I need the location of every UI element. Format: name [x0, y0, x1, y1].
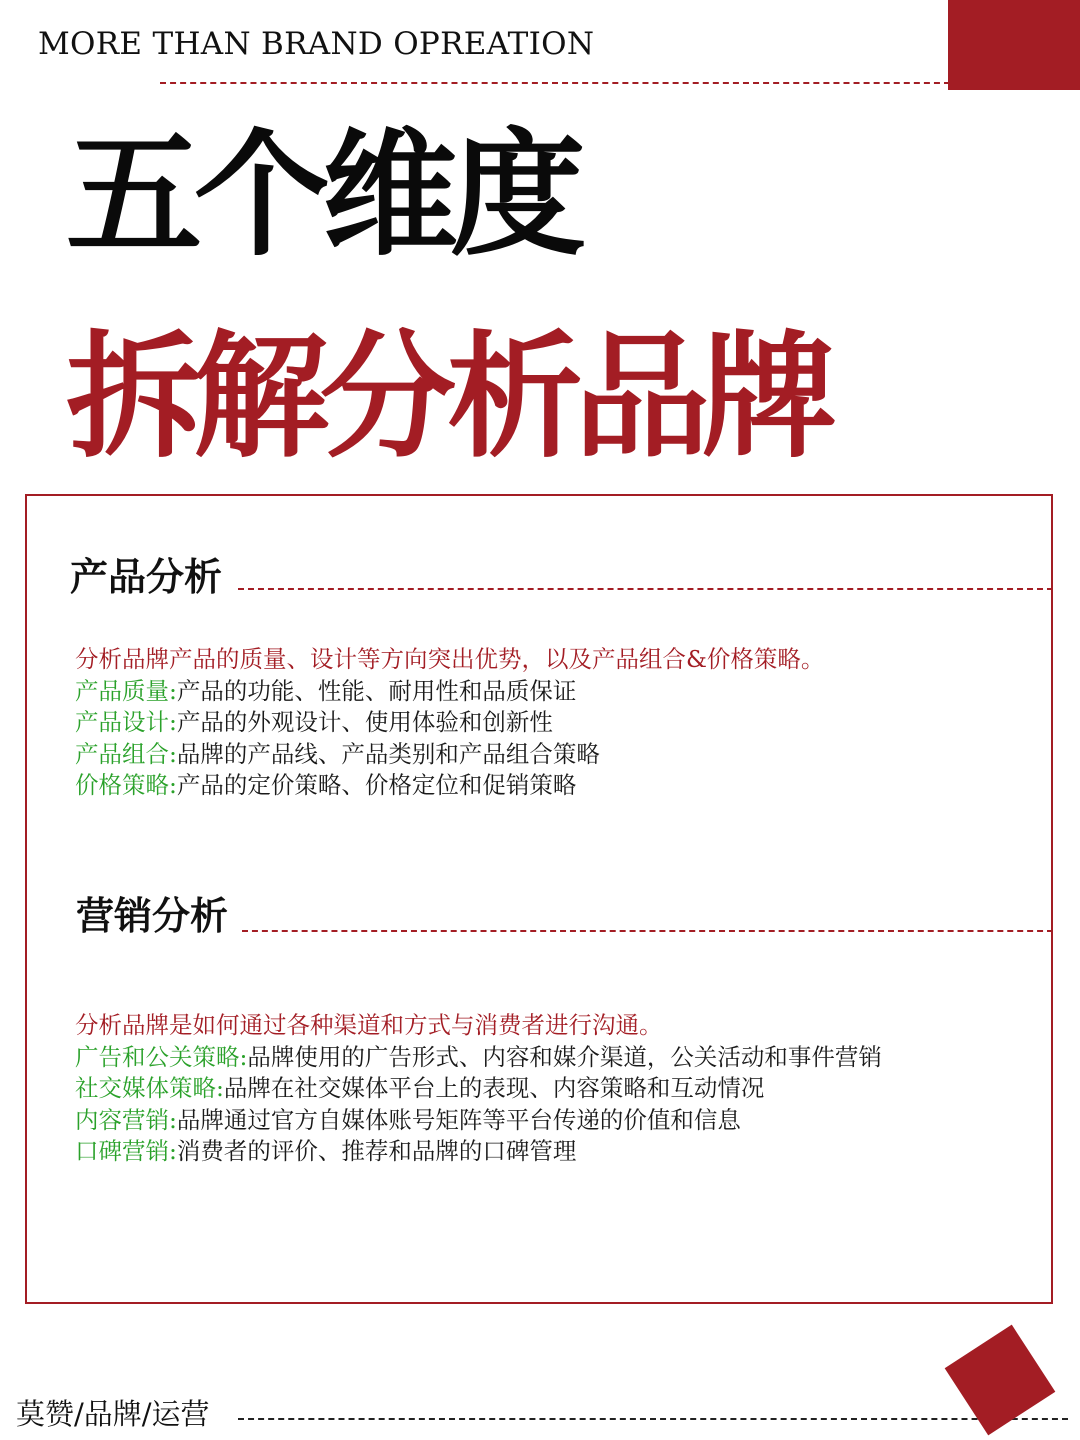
list-item [75, 1073, 882, 1105]
section-divider-product [238, 588, 1053, 590]
section-body-product [75, 644, 824, 802]
footer-signature: 莫赞/品牌/运营 [16, 1397, 210, 1431]
list-item [75, 739, 824, 771]
title-line-1: 五个维度 [66, 117, 578, 275]
item-text: 品牌在社交媒体平台上的表现、内容策略和互动情况 [223, 1074, 765, 1102]
item-text: 消费者的评价、推荐和品牌的口碑管理 [176, 1137, 577, 1165]
footer-dashed-line [238, 1418, 1068, 1420]
item-label: 产品设计: [75, 708, 177, 736]
list-item [75, 1136, 882, 1168]
item-text: 产品的功能、性能、耐用性和品质保证 [176, 676, 577, 705]
item-label: 口碑营销: [75, 1137, 177, 1165]
list-item [75, 707, 824, 739]
item-label: 产品组合: [75, 739, 177, 768]
list-item [75, 1042, 882, 1074]
item-label: 内容营销: [75, 1105, 177, 1134]
item-label: 产品质量: [75, 676, 177, 705]
item-text: 产品的定价策略、价格定位和促销策略 [176, 771, 577, 799]
item-text: 品牌的产品线、产品类别和产品组合策略 [176, 739, 600, 768]
list-item [75, 1105, 882, 1137]
corner-square-decoration [948, 0, 1080, 90]
header-tagline: MORE THAN BRAND OPREATION [38, 26, 595, 62]
section-intro: 分析品牌是如何通过各种渠道和方式与消费者进行沟通。 [75, 1011, 663, 1039]
list-item [75, 770, 824, 802]
top-dashed-divider [160, 82, 950, 84]
section-body-marketing [75, 1010, 882, 1168]
section-divider-marketing [242, 930, 1053, 932]
title-line-2: 拆解分析品牌 [66, 319, 828, 477]
section-heading-product: 产品分析 [70, 555, 223, 599]
item-text: 产品的外观设计、使用体验和创新性 [176, 708, 553, 736]
item-label: 价格策略: [75, 771, 177, 799]
item-text: 品牌通过官方自媒体账号矩阵等平台传递的价值和信息 [176, 1105, 741, 1134]
section-intro: 分析品牌产品的质量、设计等方向突出优势，以及产品组合&价格策略。 [75, 645, 825, 673]
item-text: 品牌使用的广告形式、内容和媒介渠道，公关活动和事件营销 [247, 1042, 882, 1071]
section-heading-marketing: 营销分析 [76, 894, 229, 938]
item-label: 社交媒体策略: [75, 1074, 224, 1102]
list-item [75, 676, 824, 708]
item-label: 广告和公关策略: [75, 1042, 248, 1071]
